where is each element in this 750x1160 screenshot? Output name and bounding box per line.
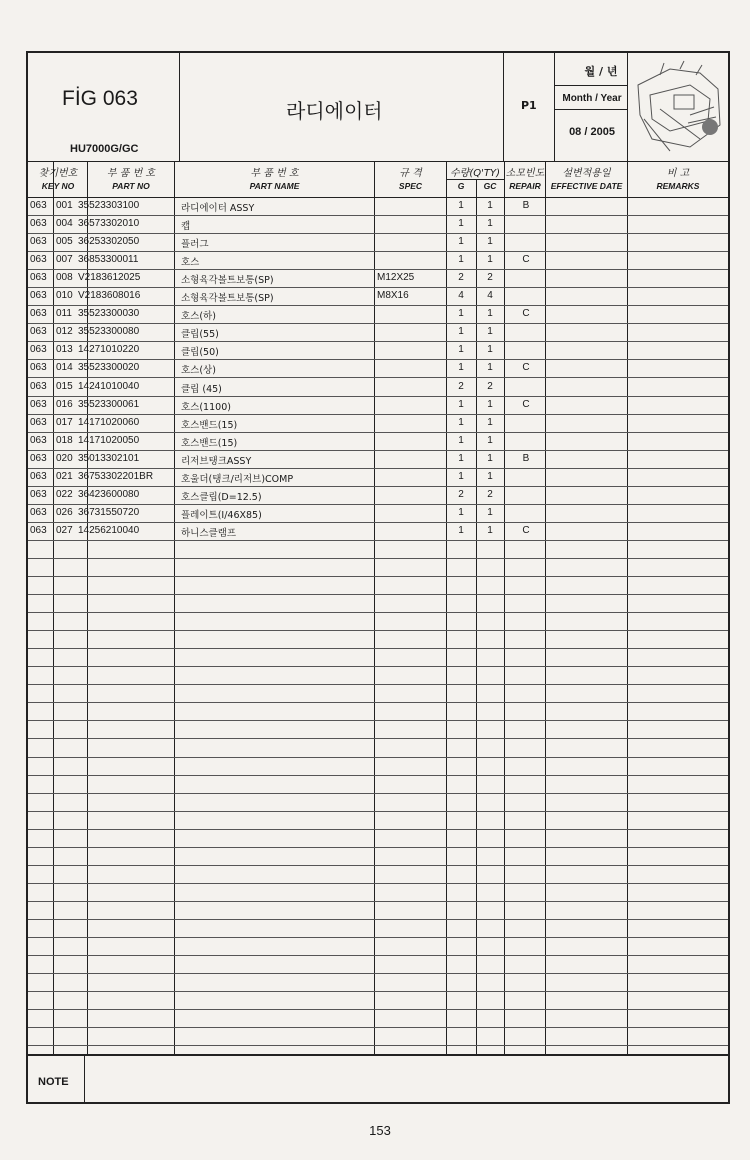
key-cell: 021 — [56, 470, 73, 482]
repair-cell: C — [522, 308, 530, 320]
table-row — [28, 666, 728, 685]
key-cell: 004 — [56, 218, 73, 230]
page-title: 라디에이터 — [286, 99, 383, 123]
table-row — [28, 757, 728, 776]
part-name-cell: 호스(1100) — [181, 401, 231, 413]
qty-gc-cell: 1 — [487, 308, 493, 320]
col-repair-en: REPAIR — [509, 181, 541, 191]
qty-g-cell: 1 — [458, 218, 464, 230]
part-no-cell: 35013302101 — [78, 452, 140, 464]
qty-gc-cell: 1 — [487, 416, 493, 428]
qty-g-cell: 1 — [458, 434, 464, 446]
qty-g-cell: 1 — [458, 524, 464, 536]
key-cell: 008 — [56, 272, 73, 284]
qty-gc-cell: 1 — [487, 524, 493, 536]
part-name-cell: 호스(하) — [181, 311, 216, 323]
col-qty-gc: GC — [483, 181, 497, 191]
part-no-cell: 14171020060 — [78, 416, 140, 428]
col-partname-en: PART NAME — [249, 181, 300, 191]
qty-gc-cell: 2 — [487, 380, 493, 392]
table-row — [28, 702, 728, 721]
key-cell: 010 — [56, 290, 73, 302]
table-row — [28, 414, 728, 433]
table-row — [28, 323, 728, 342]
key-cell: 012 — [56, 326, 73, 338]
table-row — [28, 1009, 728, 1028]
key-cell: 005 — [56, 236, 73, 248]
table-row — [28, 450, 728, 469]
table-row — [28, 594, 728, 613]
table-row — [28, 991, 728, 1010]
qty-g-cell: 1 — [458, 470, 464, 482]
table-row — [28, 341, 728, 360]
table-row — [28, 775, 728, 794]
part-name-cell: 호스밴드(15) — [181, 419, 238, 431]
fig-cell: 063 — [30, 488, 47, 500]
qty-g-cell: 1 — [458, 254, 464, 266]
qty-g-cell: 1 — [458, 326, 464, 338]
qty-gc-cell: 1 — [487, 236, 493, 248]
part-no-cell: 36853300011 — [78, 254, 139, 266]
repair-cell: C — [522, 524, 530, 536]
fig-cell: 063 — [30, 290, 47, 302]
table-row — [28, 829, 728, 848]
key-cell: 017 — [56, 416, 73, 428]
table-row — [28, 305, 728, 324]
table-row — [28, 865, 728, 884]
table-row — [28, 739, 728, 758]
col-spec-ko: 규 격 — [399, 168, 422, 179]
table-row — [28, 269, 728, 288]
table-row — [28, 612, 728, 631]
col-repair-ko: 소모빈도 — [505, 168, 545, 179]
table-row — [28, 811, 728, 830]
qty-g-cell: 1 — [458, 398, 464, 410]
part-no-cell: V2183608016 — [78, 290, 141, 302]
part-no-cell: 35523303100 — [78, 200, 140, 211]
qty-gc-cell: 1 — [487, 470, 493, 482]
qty-g-cell: 1 — [458, 344, 464, 356]
part-no-cell: 14171020050 — [78, 434, 140, 446]
fig-cell: 063 — [30, 362, 47, 374]
qty-gc-cell: 1 — [487, 326, 493, 338]
fig-cell: 063 — [30, 218, 47, 230]
key-cell: 018 — [56, 434, 73, 446]
part-no-cell: 14271010220 — [78, 344, 140, 356]
repair-cell: B — [522, 452, 530, 464]
table-row — [28, 504, 728, 523]
part-name-cell: 호스(상) — [181, 365, 216, 377]
col-remarks-ko: 비 고 — [666, 168, 690, 179]
fig-cell: 063 — [30, 254, 47, 266]
qty-gc-cell: 1 — [487, 362, 493, 374]
table-row — [28, 522, 728, 541]
col-key-en: KEY NO — [41, 181, 75, 191]
part-name-cell: 하니스클램프 — [181, 527, 237, 539]
key-cell: 027 — [56, 524, 73, 536]
table-row — [28, 883, 728, 902]
part-no-cell: 35523300080 — [78, 326, 140, 338]
fig-cell: 063 — [30, 452, 47, 464]
part-no-cell: 35523300030 — [78, 308, 140, 320]
column-headers — [28, 161, 728, 198]
col-partno-ko: 부 품 번 호 — [106, 168, 156, 179]
table-row — [28, 684, 728, 703]
fig-cell: 063 — [30, 434, 47, 446]
qty-g-cell: 2 — [458, 488, 464, 500]
part-name-cell: 클립(50) — [181, 347, 219, 359]
table-row — [28, 378, 728, 397]
table-row — [28, 847, 728, 866]
repair-cell: C — [522, 254, 530, 266]
repair-cell: C — [522, 398, 530, 410]
table-row — [28, 630, 728, 649]
key-cell: 001 — [56, 200, 73, 211]
part-no-cell: 35523300061 — [78, 398, 140, 410]
qty-gc-cell: 4 — [487, 290, 493, 302]
qty-gc-cell: 1 — [487, 434, 493, 446]
fig-cell: 063 — [30, 344, 47, 356]
key-cell: 014 — [56, 362, 73, 374]
col-partno-en: PART NO — [112, 181, 150, 191]
part-name-cell: 플레이트(I/46X85) — [181, 509, 262, 521]
table-row — [28, 558, 728, 577]
qty-gc-cell: 1 — [487, 200, 493, 211]
part-no-cell: 36573302010 — [78, 218, 140, 230]
col-qty-g: G — [457, 181, 465, 191]
part-no-cell: 14241010040 — [78, 380, 140, 392]
part-name-cell: 호울더(탱크/리저브)COMP — [181, 473, 294, 485]
fig-cell: 063 — [30, 200, 47, 211]
fig-cell: 063 — [30, 524, 47, 536]
table-row — [28, 937, 728, 956]
effective-date: 08 / 2005 — [569, 126, 615, 138]
key-cell: 007 — [56, 254, 73, 266]
qty-g-cell: 2 — [458, 380, 464, 392]
table-row — [28, 720, 728, 739]
month-year-label: Month / Year — [562, 93, 622, 104]
page-number: 153 — [369, 1123, 391, 1138]
qty-g-cell: 1 — [458, 416, 464, 428]
fig-cell: 063 — [30, 272, 47, 284]
part-name-cell: 라디에이터 ASSY — [181, 203, 255, 214]
table-row — [28, 359, 728, 378]
key-cell: 022 — [56, 488, 73, 500]
part-no-cell: 14256210040 — [78, 524, 140, 536]
part-no-cell: 36731550720 — [78, 506, 140, 518]
col-qty-ko: 수량(Q'TY) — [450, 168, 500, 179]
fig-cell: 063 — [30, 308, 47, 320]
table-row — [28, 396, 728, 415]
qty-g-cell: 1 — [458, 200, 464, 211]
qty-gc-cell: 2 — [487, 272, 493, 284]
col-date-ko: 설변적용일 — [562, 168, 611, 179]
part-name-cell: 플러그 — [181, 239, 209, 251]
fig-cell: 063 — [30, 506, 47, 518]
part-name-cell: 리저브탱크ASSY — [181, 455, 252, 467]
qty-gc-cell: 1 — [487, 452, 493, 464]
table-row — [28, 919, 728, 938]
model-name: HU7000G/GC — [70, 143, 139, 155]
fig-cell: 063 — [30, 236, 47, 248]
qty-g-cell: 1 — [458, 236, 464, 248]
col-date-en: EFFECTIVE DATE — [550, 181, 623, 191]
part-no-cell: 36423600080 — [78, 488, 140, 500]
col-partname-ko: 부 품 번 호 — [250, 168, 299, 179]
part-no-cell: 36753302201BR — [78, 470, 154, 482]
fig-cell: 063 — [30, 470, 47, 482]
note-label: NOTE — [38, 1076, 69, 1088]
key-cell: 026 — [56, 506, 73, 518]
key-cell: 016 — [56, 398, 73, 410]
part-name-cell: 클립(55) — [181, 329, 219, 341]
qty-g-cell: 1 — [458, 506, 464, 518]
table-row — [28, 901, 728, 920]
qty-g-cell: 2 — [458, 272, 464, 284]
table-row — [28, 251, 728, 270]
table-row — [28, 1027, 728, 1046]
table-row — [28, 432, 728, 451]
note-box — [28, 1054, 728, 1104]
part-no-cell: 35523300020 — [78, 362, 140, 374]
table-row — [28, 197, 728, 216]
col-key-ko: 찾기번호 — [38, 168, 78, 179]
part-name-cell: 클립 (45) — [181, 383, 222, 395]
table-row — [28, 468, 728, 487]
qty-g-cell: 4 — [458, 290, 464, 302]
part-name-cell: 호스클립(D=12.5) — [181, 491, 262, 503]
table-row — [28, 576, 728, 595]
repair-cell: B — [522, 200, 530, 211]
table-row — [28, 233, 728, 252]
part-name-cell: 호스 — [181, 257, 200, 269]
key-cell: 015 — [56, 380, 73, 392]
part-no-cell: V2183612025 — [78, 272, 141, 284]
qty-g-cell: 1 — [458, 308, 464, 320]
qty-gc-cell: 1 — [487, 506, 493, 518]
table-row — [28, 648, 728, 667]
table-row — [28, 486, 728, 505]
qty-gc-cell: 1 — [487, 344, 493, 356]
table-row — [28, 287, 728, 306]
part-name-cell: 소형육각볼트보통(SP) — [181, 275, 274, 287]
figure-number: FİG 063 — [62, 87, 138, 110]
qty-gc-cell: 1 — [487, 398, 493, 410]
fig-cell: 063 — [30, 416, 47, 428]
col-spec-en: SPEC — [398, 181, 423, 191]
fig-cell: 063 — [30, 380, 47, 392]
parts-sheet — [26, 51, 730, 1104]
key-cell: 020 — [56, 452, 73, 464]
fig-cell: 063 — [30, 326, 47, 338]
table-row — [28, 955, 728, 974]
table-row — [28, 540, 728, 559]
table-row — [28, 973, 728, 992]
page-label: P1 — [521, 99, 537, 112]
col-remarks-en: REMARKS — [656, 181, 700, 191]
month-year-korean: 월 / 년 — [584, 65, 618, 78]
table-row — [28, 215, 728, 234]
key-cell: 013 — [56, 344, 73, 356]
spec-cell: M12X25 — [377, 272, 415, 284]
part-name-cell: 캡 — [181, 221, 191, 233]
harvester-machine-icon — [630, 55, 728, 159]
part-name-cell: 호스밴드(15) — [181, 437, 238, 449]
fig-cell: 063 — [30, 398, 47, 410]
qty-g-cell: 1 — [458, 452, 464, 464]
qty-gc-cell: 1 — [487, 254, 493, 266]
qty-gc-cell: 1 — [487, 218, 493, 230]
part-no-cell: 36253302050 — [78, 236, 140, 248]
key-cell: 011 — [56, 308, 72, 320]
repair-cell: C — [522, 362, 530, 374]
table-row — [28, 793, 728, 812]
sheet-header — [28, 53, 728, 162]
qty-g-cell: 1 — [458, 362, 464, 374]
part-name-cell: 소형육각볼트보통(SP) — [181, 293, 274, 305]
qty-gc-cell: 2 — [487, 488, 493, 500]
spec-cell: M8X16 — [377, 290, 409, 302]
